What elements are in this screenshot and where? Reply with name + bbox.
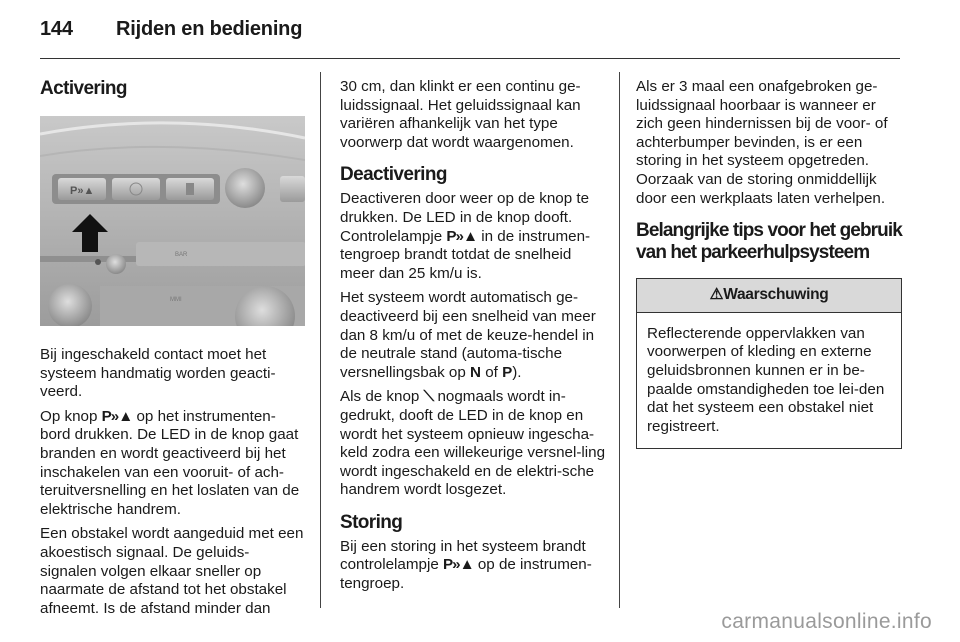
warning-title: Waarschuwing (723, 286, 829, 304)
watermark: carmanualsonline.info (721, 610, 932, 633)
warning-text: Reflecterende oppervlakken van voorwerpen of kleding en externe geluidsbronnen kunnen er in be-paalde omstandigheden toe lei-den dat het systeem een obstakel niet registreert. (647, 324, 885, 435)
paragraph: Op knop P»▲ op het instrumenten-bord drukken. De LED in de knop gaat branden en wordt geactiveerd bij het inschakelen van een vooruit- of ach-teruitversnelling en het loslaten van de elektrische handrem. (40, 407, 300, 518)
paragraph: Deactiveren door weer op de knop te drukken. De LED in de knop dooft. (340, 190, 590, 226)
paragraph: Als de knop ⟍ nogmaals wordt in-gedrukt, dooft de LED in de knop en wordt het systeem opnieuw ingescha-keld zodra een willekeurige versnel-ling wordt ingeschakeld en de elektri-sche handrem wordt losgezet. (340, 388, 606, 499)
paragraph: 30 cm, dan klinkt er een continu ge-luidssignaal. Het geluidssignaal kan variëren afhankelijk van het type voorwerp dat wordt waargenomen. (340, 78, 581, 151)
park-assist-symbol: P»▲ (443, 556, 474, 574)
warning-box (636, 278, 902, 449)
page-header (40, 18, 302, 41)
panel-label-a: BAR (175, 252, 188, 258)
park-assist-symbol: P»▲ (446, 227, 477, 245)
chapter-title: Rijden en bediening (116, 18, 303, 40)
park-button-label: P»▲ (70, 185, 95, 197)
dashboard-photo (40, 116, 305, 326)
heading-activering: Activering (40, 78, 127, 99)
dashboard-illustration (40, 116, 305, 326)
paragraph: Controlelampje P»▲ in de instrumen-tengroep brandt totdat de snelheid meer dan 25 km/u is. (340, 227, 591, 282)
park-button-symbol: ⟍ (423, 388, 434, 406)
column-1 (40, 78, 305, 624)
panel-label-b: MMI (170, 297, 182, 303)
paragraph: Het systeem wordt automatisch ge-deactiveerd bij een snelheid van meer dan 8 km/u of met de keuze-hendel in de neutrale stand (automa-tische versnellingsbak op N of P). (340, 289, 596, 381)
warning-triangle-icon: ⚠ (709, 286, 724, 304)
page-number: 144 (40, 18, 73, 40)
heading-tips: Belangrijke tips voor het gebruik van het parkeerhulpsysteem (636, 220, 902, 264)
column-divider (320, 72, 321, 608)
header-rule (40, 58, 900, 59)
column-divider (619, 72, 620, 608)
paragraph: Bij een storing in het systeem brandt controlelampje P»▲ op de instrumen-tengroep. (340, 537, 592, 593)
heading-deactivering: Deactivering (340, 164, 447, 186)
warning-header (637, 279, 901, 313)
paragraph: Een obstakel wordt aangeduid met een akoestisch signaal. De geluids-signalen volgen elkaar sneller op naarmate de afstand tot het obstakel afneemt. Is de afstand minder dan (40, 525, 304, 617)
column-2 (340, 78, 606, 600)
column-3 (636, 78, 902, 449)
paragraph: Als er 3 maal een onafgebroken ge-luidssignaal hoorbaar is wanneer er zich geen hindernissen bij de voor- of achterbumper bevinden, is er een storing in het systeem opgetreden. Oorzaak van de storing onmiddellijk door een werkplaats laten verhelpen. (636, 78, 888, 207)
paragraph: Bij ingeschakeld contact moet het systeem handmatig worden geacti-veerd. (40, 346, 276, 401)
heading-storing: Storing (340, 511, 403, 533)
park-assist-symbol: P»▲ (101, 407, 133, 425)
